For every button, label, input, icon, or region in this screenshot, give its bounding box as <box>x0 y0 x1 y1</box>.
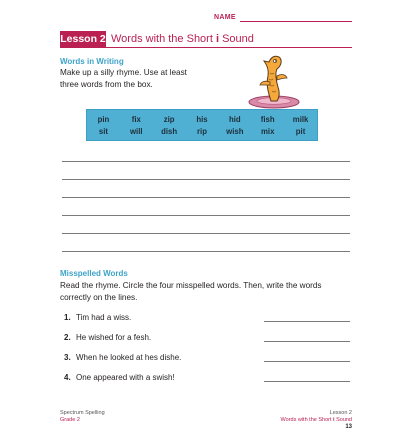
lesson-banner <box>60 31 352 47</box>
name-label: NAME <box>214 14 236 21</box>
word-rip: rip <box>197 127 207 136</box>
lesson-title <box>111 31 254 47</box>
page-number: 13 <box>345 424 352 430</box>
word-milk: milk <box>292 115 309 124</box>
footer-title-pre: Words with the Short <box>280 417 334 423</box>
item-number: 4. <box>64 373 71 382</box>
footer-book-title: Spectrum Spelling <box>60 410 105 416</box>
words-in-writing-instruction: Make up a silly rhyme. Use at least three words from the box. <box>60 68 187 89</box>
word-dish: dish <box>161 127 178 136</box>
rhyme-text: He wished for a fesh. <box>76 333 152 342</box>
word-pin: pin <box>97 115 110 124</box>
answer-line-3[interactable] <box>264 361 350 362</box>
item-number: 2. <box>64 333 71 342</box>
footer-right <box>240 410 352 431</box>
misspelled-words-heading: Misspelled Words <box>60 269 128 278</box>
lesson-title-pre: Words with the Short <box>111 33 216 45</box>
fish-on-dish-illustration <box>240 52 310 110</box>
rhyme-text: When he looked at hes dishe. <box>76 353 182 362</box>
lesson-title-letter: i <box>215 33 220 45</box>
footer-left <box>60 410 105 424</box>
item-number: 1. <box>64 313 71 322</box>
footer-lesson-title <box>240 417 352 424</box>
rhyme-text: One appeared with a swish! <box>76 373 175 382</box>
word-fish: fish <box>260 115 275 124</box>
answer-line-1[interactable] <box>264 321 350 322</box>
word-wish: wish <box>226 127 244 136</box>
writing-line[interactable] <box>62 179 350 180</box>
writing-line[interactable] <box>62 197 350 198</box>
word-his: his <box>196 115 208 124</box>
banner-rule <box>60 47 352 48</box>
rhyme-line-4 <box>64 373 175 383</box>
rhyme-text: Tim had a wiss. <box>76 313 132 322</box>
rhyme-line-3 <box>64 353 181 363</box>
footer-title-letter: i <box>333 417 335 423</box>
name-write-line[interactable] <box>240 21 352 22</box>
misspelled-words-instruction: Read the rhyme. Circle the four misspelled words. Then, write the words correctly on the lines. <box>60 281 322 302</box>
word-will: will <box>129 127 143 136</box>
words-in-writing-heading: Words in Writing <box>60 57 124 66</box>
answer-line-2[interactable] <box>264 341 350 342</box>
word-fix: fix <box>131 115 141 124</box>
footer-title-post: Sound <box>334 417 352 423</box>
footer-lesson: Lesson 2 <box>329 410 352 416</box>
word-zip: zip <box>163 115 175 124</box>
word-box <box>86 109 318 141</box>
lesson-title-post: Sound <box>219 33 254 45</box>
footer-grade: Grade 2 <box>60 417 80 423</box>
writing-line[interactable] <box>62 251 350 252</box>
answer-line-4[interactable] <box>264 381 350 382</box>
rhyme-line-2 <box>64 333 151 343</box>
word-hid: hid <box>229 115 241 124</box>
item-number: 3. <box>64 353 71 362</box>
writing-line[interactable] <box>62 215 350 216</box>
rhyme-line-1 <box>64 313 131 323</box>
writing-line[interactable] <box>62 161 350 162</box>
word-pit: pit <box>295 127 306 136</box>
word-mix: mix <box>260 127 275 136</box>
lesson-tag: Lesson 2 <box>60 33 106 45</box>
word-sit: sit <box>98 127 108 136</box>
writing-line[interactable] <box>62 233 350 234</box>
word-grid <box>87 114 317 137</box>
